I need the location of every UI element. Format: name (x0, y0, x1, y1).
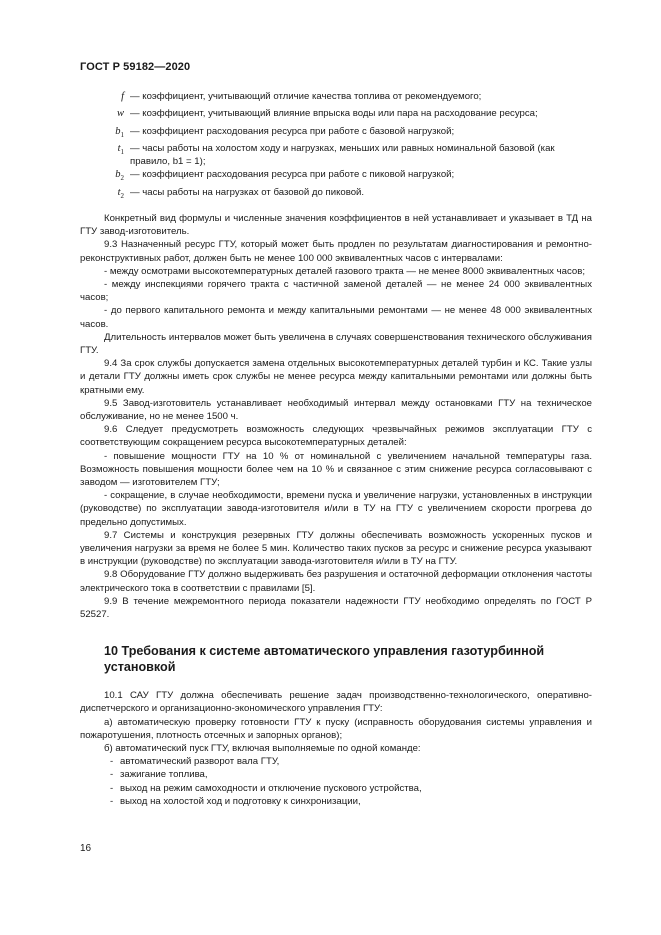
paragraph: Длительность интервалов может быть увеличена в случаях совершенствования технического обслуживания ГТУ. (80, 331, 592, 356)
sub-list-item: - автоматический разворот вала ГТУ, (110, 756, 280, 768)
clause-9-9: 9.9 В течение межремонтного периода показатели надежности ГТУ необходимо определять по ГОСТ Р 52527. (80, 595, 592, 620)
clause-9-7: 9.7 Системы и конструкция резервных ГТУ должны обеспечивать возможность ускоренных пусков и увеличения нагрузки за время не более 5 мин. Количество таких пусков за ресурс и снижение ресурса указывают в инструкции (руководстве) по эксплуатации завода-изготовителя и/или в ТУ на ГТУ. (80, 529, 592, 568)
page-number: 16 (80, 843, 92, 854)
list-item: - между инспекциями горячего тракта с частичной заменой деталей — не менее 24 000 эквивалентных часов; (80, 278, 592, 304)
definition-item (80, 107, 592, 124)
clause-9-8: 9.8 Оборудование ГТУ должно выдерживать без разрушения и остаточной деформации отклонения частоты электрического тока в соответствии с правилами [5]. (80, 569, 592, 594)
definition-text: — коэффициент, учитывающий влияние впрыска воды или пара на расходование ресурса; (130, 108, 538, 120)
document-header: ГОСТ Р 59182—2020 (80, 61, 191, 73)
list-item: а) автоматическую проверку готовности ГТУ к пуску (исправность оборудования системы управления и пожаротушения, плотность отсечных и запорных органов); (80, 716, 592, 741)
definition-symbol: f (121, 91, 124, 102)
list-item: б) автоматический пуск ГТУ, включая выполняемые по одной команде: (104, 743, 421, 754)
definition-symbol: $t_2$ (117, 186, 124, 200)
definition-item (80, 142, 592, 168)
list-item: - до первого капитального ремонта и между капитальными ремонтами — не менее 48 000 эквивалентных часов. (80, 305, 592, 330)
paragraph: Конкретный вид формулы и численные значения коэффициентов в ней устанавливает и указывает в ТД на ГТУ завод-изготовитель. (80, 212, 592, 238)
definition-item (80, 186, 592, 203)
list-item: - сокращение, в случае необходимости, времени пуска и увеличение нагрузки, установленных в инструкции (руководстве) по эксплуатации завода-изготовителя и/или в ТУ на ГТУ с увеличением скорости прогрева до предельно допустимых. (80, 490, 592, 528)
definition-symbol: w (116, 108, 124, 120)
page-content (80, 90, 592, 808)
section-title: 10 Требования к системе автоматического управления газотурбинной установкой (104, 644, 545, 675)
clause-9-3: 9.3 Назначенный ресурс ГТУ, который может быть продлен по результатам диагностирования и ремонтно-реконструктивных работ, должен быть не менее 100 000 эквивалентных часов с интервалами: (80, 239, 592, 264)
definition-text: — коэффициент, учитывающий отличие качества топлива от рекомендуемого; (130, 91, 482, 102)
definition-text: — часы работы на нагрузках от базовой до пиковой. (130, 186, 365, 198)
definition-text: — коэффициент расходования ресурса при работе с базовой нагрузкой; (130, 125, 455, 137)
definition-symbol: $b_2$ (115, 169, 124, 183)
definition-symbol: $t_1$ (117, 142, 124, 156)
clause-9-5: 9.5 Завод-изготовитель устанавливает необходимый интервал между остановками ГТУ на техническое обслуживание, но не менее 1500 ч. (80, 397, 592, 422)
clause-9-6: 9.6 Следует предусмотреть возможность следующих чрезвычайных режимов эксплуатации ГТУ с соответствующим сокращением ресурса высокотемпературных деталей: (80, 424, 592, 449)
clause-10-1: 10.1 САУ ГТУ должна обеспечивать решение задач производственно-технологического, оперативно-диспетчерского и организационно-экономического управления ГТУ: (80, 690, 592, 715)
definition-item (80, 90, 592, 107)
list-item: - между осмотрами высокотемпературных деталей газового тракта — не менее 8000 эквивалентных часов; (104, 265, 585, 277)
sub-list-item: - выход на холостой ход и подготовку к синхронизации, (110, 795, 361, 807)
sub-list-item: - зажигание топлива, (110, 769, 208, 781)
definition-list (80, 90, 592, 203)
definition-text: — коэффициент расходования ресурса при работе с пиковой нагрузкой; (130, 169, 455, 181)
definition-item (80, 125, 592, 142)
definition-text: — часы работы на холостом ходу и нагрузках, меньших или равных номинальной базовой (как правило, b1 = 1); (130, 142, 555, 168)
definition-symbol: $b_1$ (115, 125, 124, 139)
sub-list-item: - выход на режим самоходности и отключение пускового устройства, (110, 782, 422, 794)
clause-9-4: 9.4 За срок службы допускается замена отдельных высокотемпературных деталей турбин и КС. Такие узлы и детали ГТУ должны иметь срок службы не менее ресурса между капитальными ремонтами или должны быть кратными ему. (80, 358, 592, 396)
definition-item (80, 168, 592, 185)
list-item: - повышение мощности ГТУ на 10 % от номинальной с увеличением начальной температуры газа. Возможность повышения мощности более чем на 10 % и связанное с этим снижение ресурса согласовывают с заводом — изготовителем ГТУ; (80, 450, 592, 488)
